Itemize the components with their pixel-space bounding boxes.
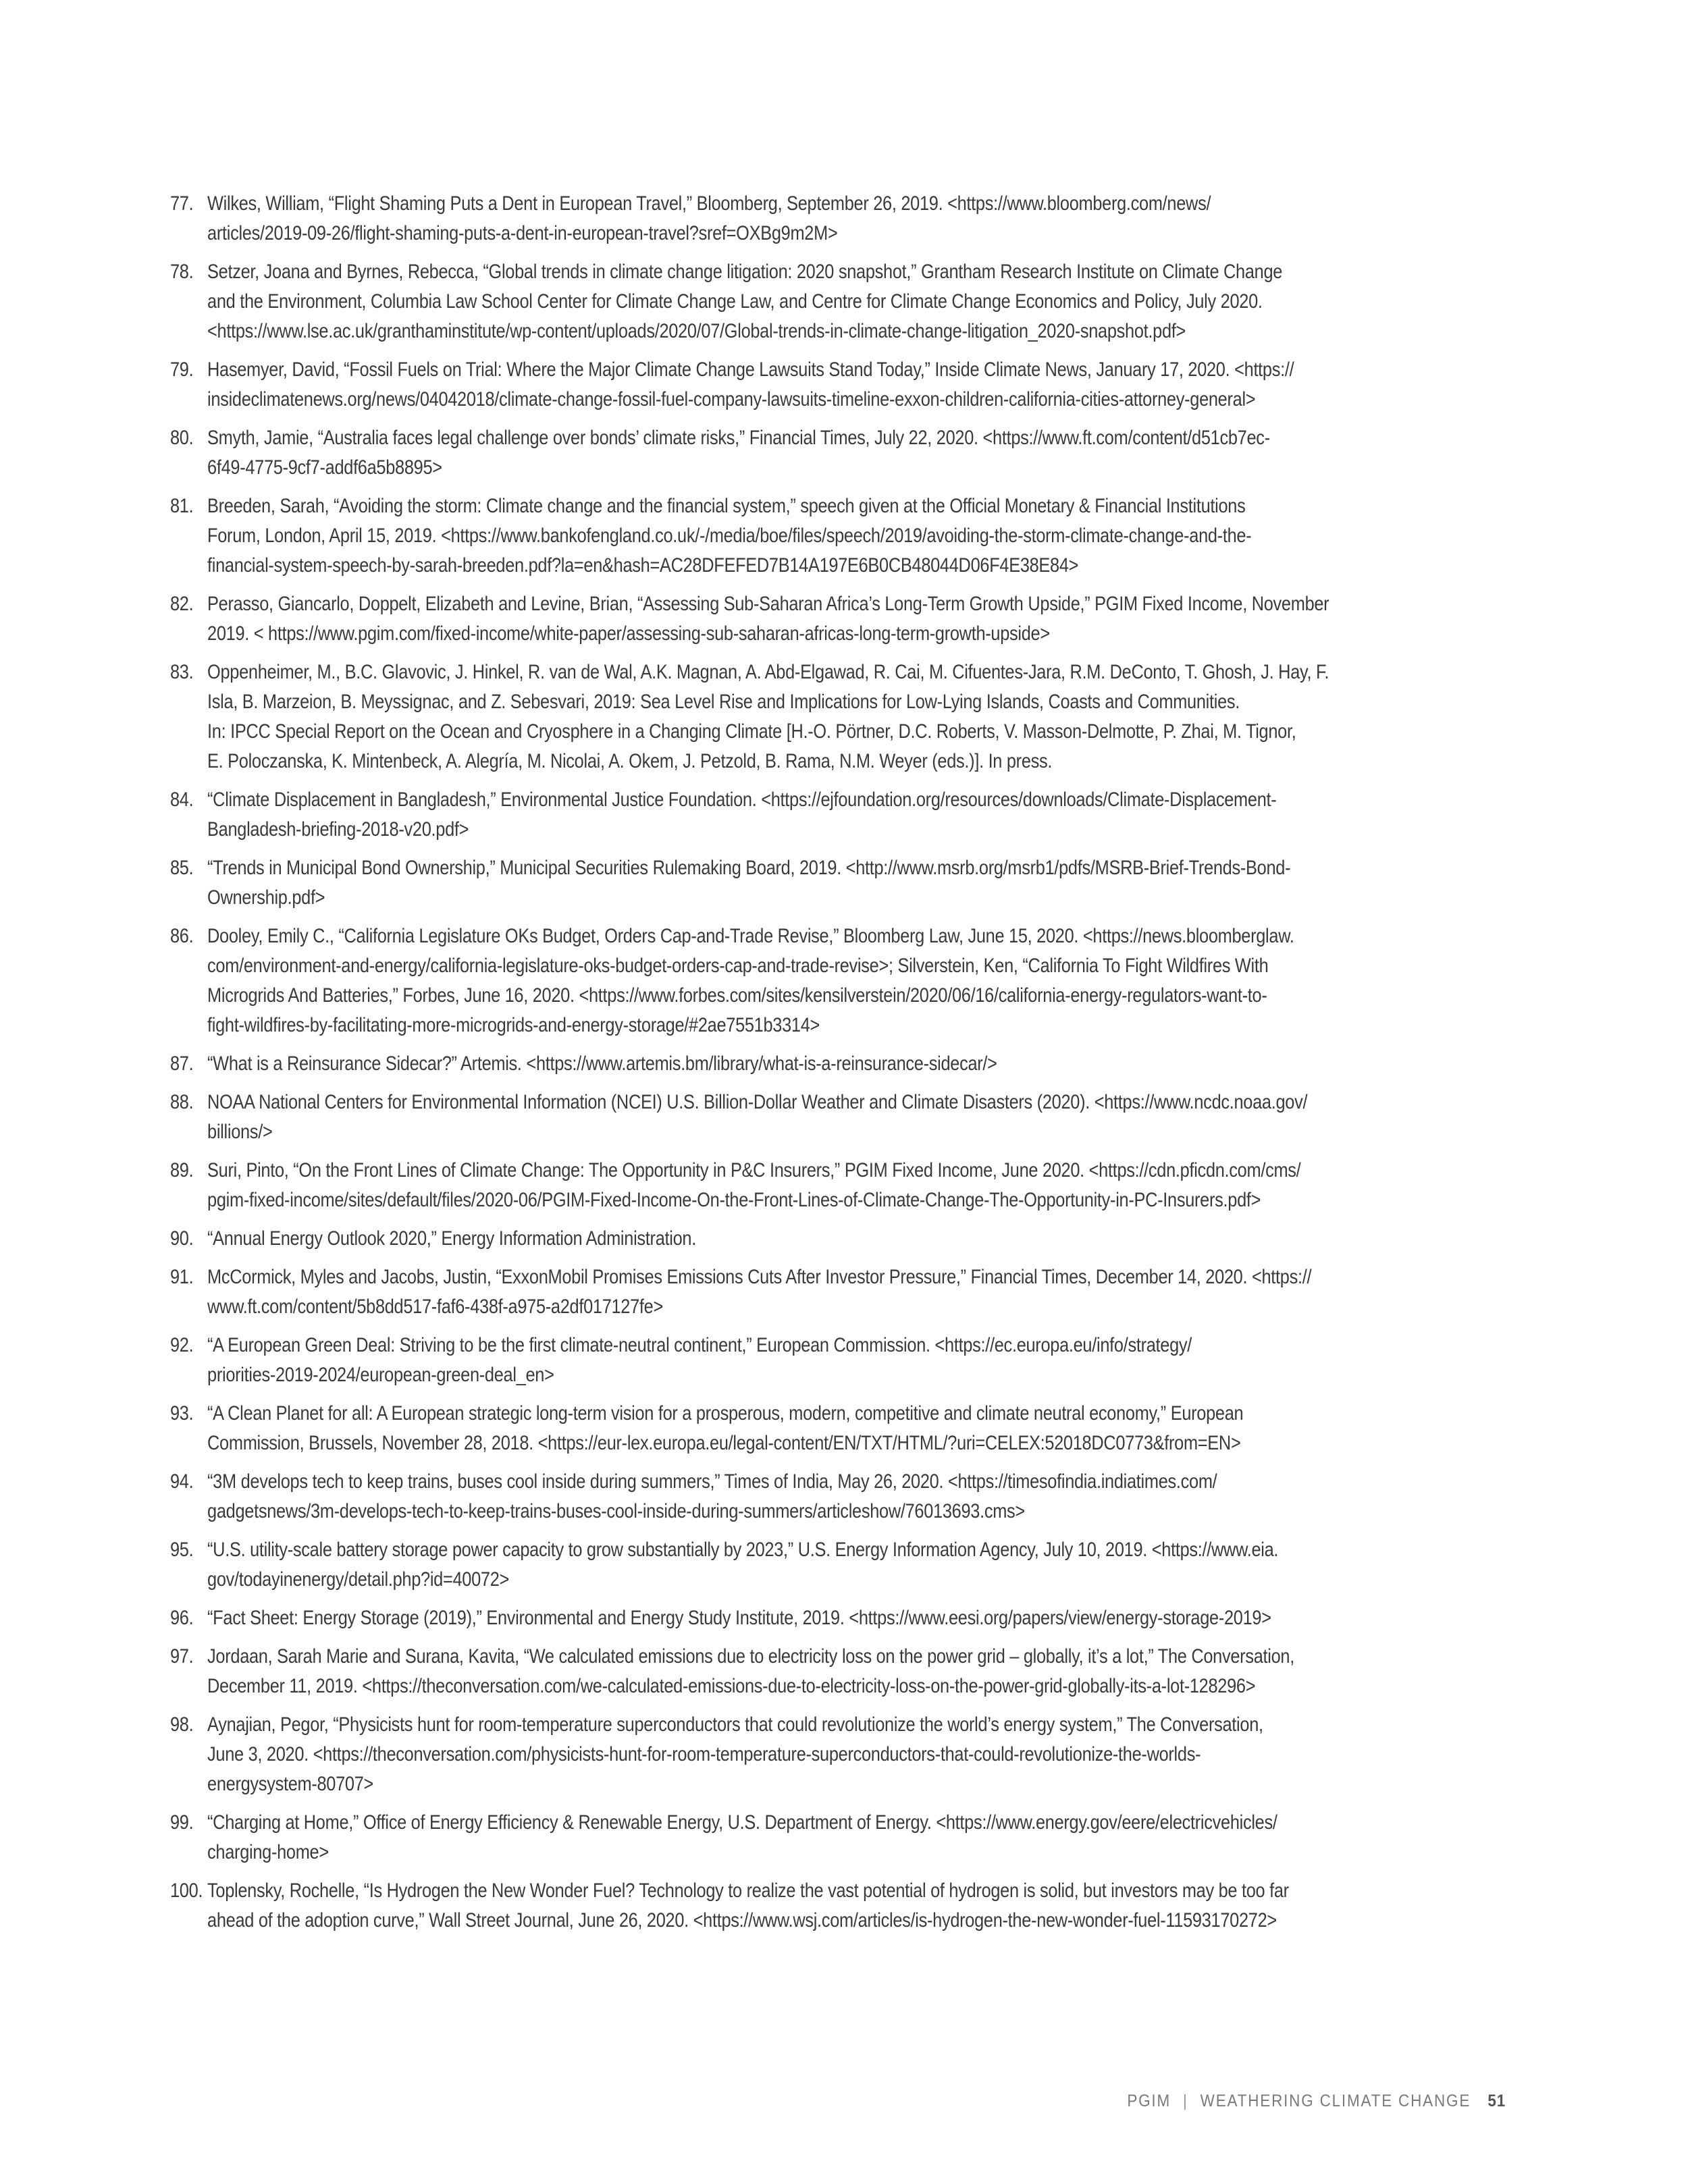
reference-line: com/environment-and-energy/california-legislature-oks-budget-orders-cap-and-trade-revise>; Silverstein, Ken, “California To Fight Wildfires With — [207, 955, 1269, 977]
reference-text — [207, 1262, 1558, 1322]
reference-line: “Charging at Home,” Office of Energy Efficiency & Renewable Energy, U.S. Department of Energy. <https://www.energy.gov/eere/electricvehicles/ — [207, 1811, 1277, 1834]
reference-line: “Fact Sheet: Energy Storage (2019),” Environmental and Energy Study Institute, 2019. <https://www.eesi.org/papers/view/energy-storage-2019> — [207, 1607, 1271, 1629]
reference-line: energysystem-80707> — [207, 1773, 374, 1795]
reference-number: 79. — [170, 358, 194, 381]
reference-item — [170, 1049, 1558, 1079]
footer-separator: | — [1182, 2092, 1188, 2110]
reference-line: Breeden, Sarah, “Avoiding the storm: Climate change and the financial system,” speech given at the Official Monetary & Financial Institutions — [207, 495, 1246, 517]
reference-number: 84. — [170, 789, 194, 811]
reference-line: charging-home> — [207, 1841, 329, 1863]
reference-line: and the Environment, Columbia Law School Center for Climate Change Law, and Centre for Climate Change Economics and Policy, July 2020. — [207, 290, 1263, 313]
reference-text — [207, 1876, 1558, 1936]
reference-number: 77. — [170, 192, 194, 215]
reference-line: pgim-fixed-income/sites/default/files/2020-06/PGIM-Fixed-Income-On-the-Front-Lines-of-Climate-Change-The-Opportunity-in-PC-Insurers.pdf> — [207, 1189, 1261, 1211]
reference-line: Jordaan, Sarah Marie and Surana, Kavita, “We calculated emissions due to electricity loss on the power grid – globally, it’s a lot,” The Conversation, — [207, 1645, 1294, 1668]
reference-text — [207, 1642, 1558, 1701]
reference-text — [207, 1399, 1558, 1458]
reference-text — [207, 257, 1558, 346]
reference-line: <https://www.lse.ac.uk/granthaminstitute/wp-content/uploads/2020/07/Global-trends-in-climate-change-litigation_2020-snapshot.pdf> — [207, 320, 1186, 342]
reference-item — [170, 1535, 1558, 1595]
footer-brand: PGIM — [1127, 2092, 1171, 2110]
reference-item — [170, 1262, 1558, 1322]
reference-item — [170, 589, 1558, 649]
references-list — [170, 189, 1521, 1944]
page-number: 51 — [1487, 2092, 1506, 2110]
reference-line: NOAA National Centers for Environmental Information (NCEI) U.S. Billion-Dollar Weather and Climate Disasters (2020). <https://www.ncdc.noaa.gov/ — [207, 1091, 1308, 1113]
reference-line: insideclimatenews.org/news/04042018/climate-change-fossil-fuel-company-lawsuits-timeline-exxon-children-california-cities-attorney-general> — [207, 388, 1256, 410]
reference-line: Toplensky, Rochelle, “Is Hydrogen the New Wonder Fuel? Technology to realize the vast potential of hydrogen is solid, but investors may be too far — [207, 1880, 1289, 1902]
reference-line: Perasso, Giancarlo, Doppelt, Elizabeth and Levine, Brian, “Assessing Sub-Saharan Africa’s Long-Term Growth Upside,” PGIM Fixed Income, November — [207, 593, 1329, 615]
reference-line: Setzer, Joana and Byrnes, Rebecca, “Global trends in climate change litigation: 2020 snapshot,” Grantham Research Institute on Climate Change — [207, 261, 1283, 283]
reference-text — [207, 1224, 1558, 1254]
reference-line: McCormick, Myles and Jacobs, Justin, “ExxonMobil Promises Emissions Cuts After Investor Pressure,” Financial Times, December 14, 2020. <https:// — [207, 1266, 1312, 1288]
reference-line: Microgrids And Batteries,” Forbes, June 16, 2020. <https://www.forbes.com/sites/kensilverstein/2020/06/16/california-energy-regulators-want-to- — [207, 984, 1267, 1007]
reference-line: Smyth, Jamie, “Australia faces legal challenge over bonds’ climate risks,” Financial Times, July 22, 2020. <https://www.ft.com/content/d51cb7ec- — [207, 427, 1270, 449]
reference-item — [170, 1088, 1558, 1147]
reference-line: “A Clean Planet for all: A European strategic long-term vision for a prosperous, modern, competitive and climate neutral economy,” European — [207, 1402, 1244, 1424]
reference-line: E. Poloczanska, K. Mintenbeck, A. Alegría, M. Nicolai, A. Okem, J. Petzold, B. Rama, N.M. Weyer (eds.)]. In press. — [207, 750, 1053, 772]
reference-text — [207, 1088, 1558, 1147]
reference-text — [207, 491, 1558, 581]
reference-text — [207, 1049, 1558, 1079]
reference-line: Suri, Pinto, “On the Front Lines of Climate Change: The Opportunity in P&C Insurers,” PGIM Fixed Income, June 2020. <https://cdn.pficdn.com/cms/ — [207, 1159, 1301, 1181]
reference-line: Isla, B. Marzeion, B. Meyssignac, and Z. Sebesvari, 2019: Sea Level Rise and Implications for Low-Lying Islands, Coasts and Communities. — [207, 691, 1240, 713]
footer-title: WEATHERING CLIMATE CHANGE — [1200, 2092, 1471, 2110]
reference-text — [207, 355, 1558, 415]
reference-text — [207, 922, 1558, 1040]
reference-number: 81. — [170, 495, 194, 517]
reference-text — [207, 1467, 1558, 1526]
reference-item — [170, 785, 1558, 845]
reference-item — [170, 1808, 1558, 1867]
reference-line: Hasemyer, David, “Fossil Fuels on Trial: Where the Major Climate Change Lawsuits Stand Today,” Inside Climate News, January 17, 2020. <https:// — [207, 358, 1294, 381]
reference-text — [207, 423, 1558, 483]
reference-item — [170, 1710, 1558, 1799]
reference-item — [170, 491, 1558, 581]
reference-number: 98. — [170, 1713, 194, 1736]
reference-line: Forum, London, April 15, 2019. <https://www.bankofengland.co.uk/-/media/boe/files/speech/2019/avoiding-the-storm-climate-change-and-the- — [207, 525, 1252, 547]
reference-number: 82. — [170, 593, 194, 615]
reference-number: 99. — [170, 1811, 194, 1834]
reference-line: “A European Green Deal: Striving to be the first climate-neutral continent,” European Commission. <https://ec.europa.eu/info/strategy/ — [207, 1334, 1192, 1356]
reference-number: 83. — [170, 661, 194, 683]
reference-line: billions/> — [207, 1121, 273, 1143]
reference-item — [170, 658, 1558, 776]
reference-number: 92. — [170, 1334, 194, 1356]
reference-text — [207, 589, 1558, 649]
reference-text — [207, 1710, 1558, 1799]
reference-item — [170, 1467, 1558, 1526]
reference-line: Bangladesh-briefing-2018-v20.pdf> — [207, 818, 469, 841]
reference-line: Ownership.pdf> — [207, 886, 325, 909]
reference-text — [207, 1808, 1558, 1867]
reference-line: financial-system-speech-by-sarah-breeden.pdf?la=en&hash=AC28DFEFED7B14A197E6B0CB48044D06F4E38E84> — [207, 554, 1079, 577]
reference-line: Dooley, Emily C., “California Legislature OKs Budget, Orders Cap-and-Trade Revise,” Bloomberg Law, June 15, 2020. <https://news.bloomberglaw. — [207, 925, 1294, 947]
reference-line: articles/2019-09-26/flight-shaming-puts-a-dent-in-european-travel?sref=OXBg9m2M> — [207, 222, 838, 244]
reference-item — [170, 1224, 1558, 1254]
reference-number: 89. — [170, 1159, 194, 1181]
reference-number: 85. — [170, 857, 194, 879]
reference-text — [207, 785, 1558, 845]
reference-line: “Annual Energy Outlook 2020,” Energy Information Administration. — [207, 1227, 696, 1250]
page-footer — [1127, 2092, 1506, 2111]
reference-line: priorities-2019-2024/european-green-deal_en> — [207, 1364, 554, 1386]
reference-line: Aynajian, Pegor, “Physicists hunt for room-temperature superconductors that could revolutionize the world’s energy system,” The Conversation, — [207, 1713, 1263, 1736]
reference-line: fight-wildfires-by-facilitating-more-microgrids-and-energy-storage/#2ae7551b3314> — [207, 1014, 820, 1036]
reference-text — [207, 853, 1558, 913]
reference-number: 96. — [170, 1607, 194, 1629]
reference-number: 86. — [170, 925, 194, 947]
reference-line: Wilkes, William, “Flight Shaming Puts a Dent in European Travel,” Bloomberg, September 26, 2019. <https://www.bloomberg.com/news/ — [207, 192, 1211, 215]
reference-line: In: IPCC Special Report on the Ocean and Cryosphere in a Changing Climate [H.-O. Pörtner, D.C. Roberts, V. Masson-Delmotte, P. Zhai, M. Tignor, — [207, 720, 1296, 743]
reference-line: “What is a Reinsurance Sidecar?” Artemis. <https://www.artemis.bm/library/what-is-a-reinsurance-sidecar/> — [207, 1053, 997, 1075]
reference-item — [170, 853, 1558, 913]
reference-line: gadgetsnews/3m-develops-tech-to-keep-trains-buses-cool-inside-during-summers/articleshow/76013693.cms> — [207, 1500, 1025, 1522]
reference-number: 78. — [170, 261, 194, 283]
reference-line: “Trends in Municipal Bond Ownership,” Municipal Securities Rulemaking Board, 2019. <http://www.msrb.org/msrb1/pdfs/MSRB-Brief-Trends-Bond- — [207, 857, 1291, 879]
reference-line: December 11, 2019. <https://theconversation.com/we-calculated-emissions-due-to-electricity-loss-on-the-power-grid-globally-its-a-lot-128296> — [207, 1675, 1256, 1697]
reference-line: 2019. < https://www.pgim.com/fixed-income/white-paper/assessing-sub-saharan-africas-long-term-growth-upside> — [207, 622, 1050, 645]
reference-number: 94. — [170, 1470, 194, 1493]
reference-text — [207, 1535, 1558, 1595]
reference-text — [207, 1603, 1558, 1633]
reference-item — [170, 257, 1558, 346]
reference-item — [170, 1876, 1558, 1936]
reference-line: ahead of the adoption curve,” Wall Street Journal, June 26, 2020. <https://www.wsj.com/articles/is-hydrogen-the-new-wonder-fuel-11593170272> — [207, 1909, 1277, 1932]
reference-item — [170, 1156, 1558, 1215]
reference-number: 93. — [170, 1402, 194, 1424]
reference-item — [170, 1642, 1558, 1701]
reference-line: “3M develops tech to keep trains, buses cool inside during summers,” Times of India, May 26, 2020. <https://timesofindia.indiatimes.com/ — [207, 1470, 1217, 1493]
reference-item — [170, 1331, 1558, 1390]
reference-number: 90. — [170, 1227, 194, 1250]
reference-line: www.ft.com/content/5b8dd517-faf6-438f-a975-a2df017127fe> — [207, 1296, 664, 1318]
reference-text — [207, 658, 1558, 776]
reference-line: Oppenheimer, M., B.C. Glavovic, J. Hinkel, R. van de Wal, A.K. Magnan, A. Abd-Elgawad, R. Cai, M. Cifuentes-Jara, R.M. DeConto, T. Ghosh, J. Hay, F. — [207, 661, 1329, 683]
reference-number: 97. — [170, 1645, 194, 1668]
reference-item — [170, 355, 1558, 415]
reference-line: June 3, 2020. <https://theconversation.com/physicists-hunt-for-room-temperature-superconductors-that-could-revolutionize-the-worlds- — [207, 1743, 1201, 1765]
reference-number: 91. — [170, 1266, 194, 1288]
reference-number: 88. — [170, 1091, 194, 1113]
reference-text — [207, 1156, 1558, 1215]
reference-line: “U.S. utility-scale battery storage power capacity to grow substantially by 2023,” U.S. Energy Information Agency, July 10, 2019. <https://www.eia. — [207, 1539, 1279, 1561]
reference-item — [170, 1399, 1558, 1458]
reference-number: 100. — [170, 1880, 203, 1902]
reference-item — [170, 423, 1558, 483]
reference-item — [170, 1603, 1558, 1633]
reference-line: gov/todayinenergy/detail.php?id=40072> — [207, 1568, 510, 1591]
reference-line: “Climate Displacement in Bangladesh,” Environmental Justice Foundation. <https://ejfoundation.org/resources/downloads/Climate-Displacement- — [207, 789, 1277, 811]
reference-number: 95. — [170, 1539, 194, 1561]
reference-item — [170, 189, 1558, 248]
reference-number: 80. — [170, 427, 194, 449]
reference-text — [207, 1331, 1558, 1390]
reference-line: Commission, Brussels, November 28, 2018. <https://eur-lex.europa.eu/legal-content/EN/TXT/HTML/?uri=CELEX:52018DC0773&from=EN> — [207, 1432, 1241, 1454]
reference-line: 6f49-4775-9cf7-addf6a5b8895> — [207, 456, 442, 479]
reference-text — [207, 189, 1558, 248]
reference-number: 87. — [170, 1053, 194, 1075]
reference-item — [170, 922, 1558, 1040]
